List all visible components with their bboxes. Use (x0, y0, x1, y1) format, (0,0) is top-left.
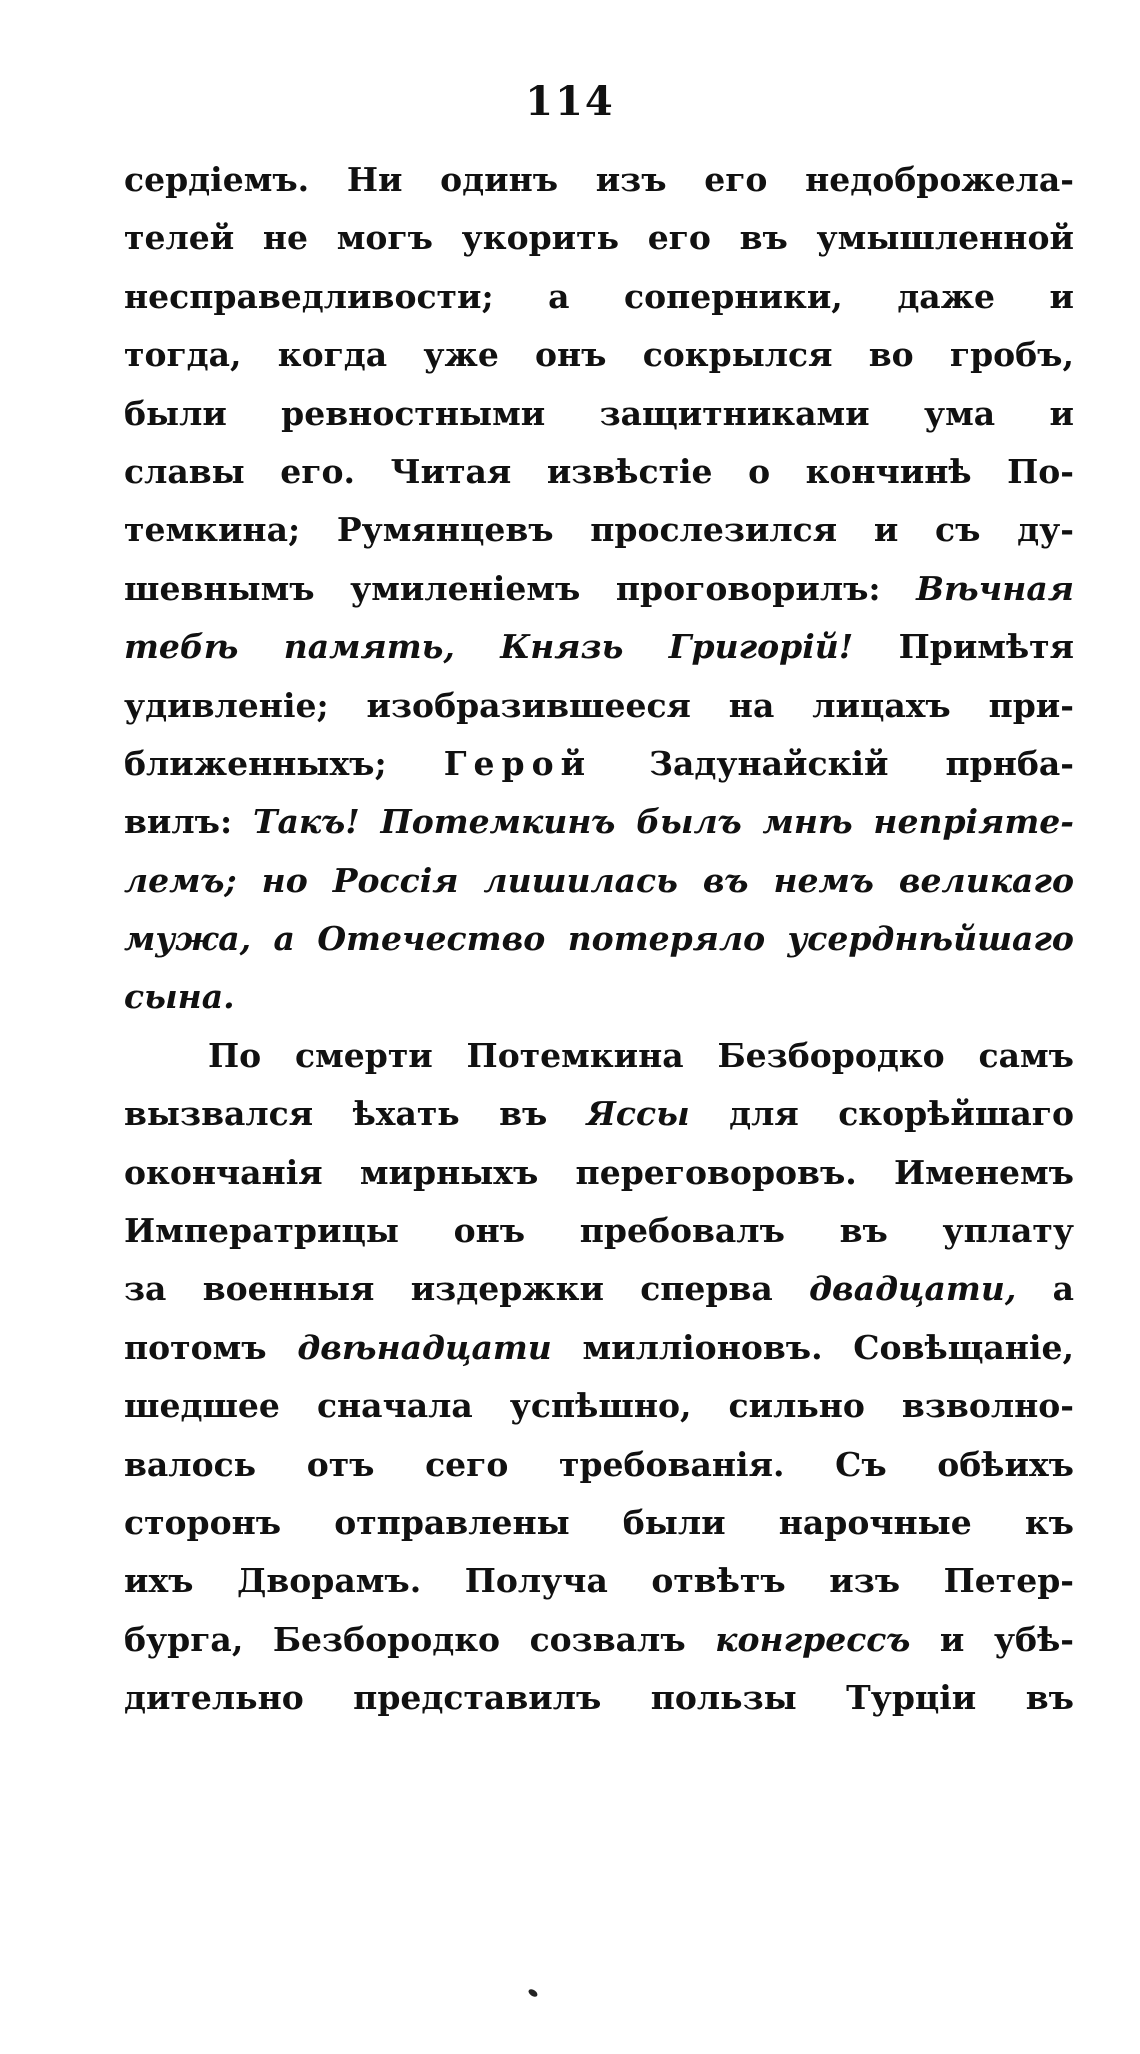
word: умышленной (816, 218, 1074, 258)
text-line (124, 277, 1074, 335)
word: усерднѣйшаго (787, 919, 1074, 959)
word: убѣ- (993, 1619, 1074, 1659)
word: успѣшно, (509, 1386, 692, 1426)
word: Турціи (846, 1678, 977, 1718)
word: прослезился (590, 510, 838, 550)
text-line (124, 919, 1074, 977)
word: лемъ; (124, 860, 237, 900)
word: двадцати, (809, 1269, 1017, 1309)
word: Князь (500, 627, 624, 667)
text-line (124, 1386, 1074, 1444)
word: одинъ (440, 160, 559, 199)
word: въ (1025, 1678, 1074, 1718)
word: и (1049, 276, 1074, 316)
ink-speck (527, 1988, 539, 1999)
word: кончинѣ (805, 451, 972, 491)
word: Герой (443, 743, 593, 783)
word: въ (739, 218, 788, 258)
word: когда (277, 335, 388, 375)
word: отъ (306, 1444, 375, 1484)
word: сокрылся (642, 335, 833, 375)
word: уже (423, 335, 499, 375)
word: удивленіе; (124, 685, 329, 725)
word: Россія (332, 860, 459, 900)
word: и (1049, 393, 1074, 433)
word: Отечество (317, 919, 546, 959)
word: смерти (294, 1035, 433, 1075)
word: славы (124, 451, 245, 491)
word: ду- (1017, 510, 1074, 550)
word: военныя (202, 1269, 375, 1309)
word: непріяте- (873, 802, 1074, 842)
word: Совѣщаніе, (853, 1327, 1074, 1367)
word: сына. (124, 977, 235, 1017)
word: требованія. (559, 1444, 785, 1484)
word: Получа (464, 1561, 608, 1601)
word: окончанія (124, 1152, 323, 1192)
text-line (124, 510, 1074, 568)
word: Именемъ (894, 1152, 1074, 1192)
word: Задунайскій (649, 743, 889, 783)
text-line (124, 627, 1074, 685)
word: были (124, 393, 227, 433)
text-line (124, 1503, 1074, 1561)
word: дительно (124, 1678, 304, 1718)
word: его. (280, 451, 355, 491)
text-line (124, 1036, 1074, 1094)
word: телей (124, 218, 235, 258)
text-line (124, 1094, 1074, 1152)
word: во (868, 335, 914, 375)
text-line (124, 977, 1074, 1035)
word: могъ (336, 218, 433, 258)
text-line (124, 1445, 1074, 1503)
text-line (124, 218, 1074, 276)
word: пребовалъ (579, 1211, 785, 1251)
word: умиленіемъ (350, 568, 581, 608)
word: Григорій! (668, 627, 854, 667)
word: онъ (453, 1211, 526, 1251)
word: издержки (410, 1269, 604, 1309)
word: мужа, (124, 919, 252, 959)
word: Потемкинъ (380, 802, 616, 842)
word: вилъ: (124, 802, 233, 842)
word: Безбородко (272, 1619, 501, 1659)
word: Безбородко (717, 1035, 945, 1075)
word: лицахъ (812, 685, 951, 725)
word: Дворамъ. (236, 1561, 422, 1601)
word: ближенныхъ; (124, 743, 387, 783)
word: а (548, 276, 570, 316)
word: Яссы (586, 1094, 690, 1134)
word: и (873, 510, 899, 550)
word: потеряло (567, 919, 766, 959)
word: уплату (942, 1211, 1074, 1251)
word: вызвался (124, 1094, 314, 1134)
word: сторонъ (124, 1502, 282, 1542)
word: Вѣчная (916, 568, 1074, 608)
word: къ (1024, 1502, 1074, 1542)
word: о (748, 451, 771, 491)
word: сначала (316, 1386, 473, 1426)
word: не (262, 218, 309, 258)
text-line (124, 1620, 1074, 1678)
text-line (124, 1211, 1074, 1269)
text-line (124, 744, 1074, 802)
word: Примѣтя (898, 627, 1074, 667)
word: обѣихъ (937, 1444, 1074, 1484)
word: сего (425, 1444, 509, 1484)
word: изобразившееся (366, 685, 691, 725)
text-line (124, 802, 1074, 860)
text-line (124, 1153, 1074, 1211)
word: отправлены (334, 1502, 570, 1542)
word: пользы (650, 1678, 797, 1718)
word: при- (988, 685, 1074, 725)
text-line (124, 861, 1074, 919)
word: лишилась (483, 860, 678, 900)
word: Ни (346, 160, 403, 199)
text-line (124, 569, 1074, 627)
word: защитниками (599, 393, 870, 433)
text-line (124, 1328, 1074, 1386)
word: Румянцевъ (336, 510, 554, 550)
word: несправедливости; (124, 276, 494, 316)
word: соперники, (624, 276, 843, 316)
word: нарочные (778, 1502, 972, 1542)
word: шевнымъ (124, 568, 315, 608)
word: Петер- (943, 1561, 1074, 1601)
word: ума (923, 393, 996, 433)
word: потомъ (124, 1327, 267, 1367)
word: мирныхъ (359, 1152, 539, 1192)
word: а (1052, 1269, 1074, 1309)
word: его (704, 160, 768, 199)
word: въ (499, 1094, 548, 1134)
word: изъ (829, 1561, 901, 1601)
word: По (208, 1035, 262, 1075)
word: представилъ (353, 1678, 602, 1718)
word: съ (935, 510, 981, 550)
word: темкина; (124, 510, 301, 550)
word: взволно- (901, 1386, 1074, 1426)
page-number: 114 (525, 78, 615, 125)
word: тогда, (124, 335, 242, 375)
word: ихъ (124, 1561, 194, 1601)
word: Такъ! (252, 802, 360, 842)
word: двѣнадцати (297, 1327, 552, 1367)
word: былъ (636, 802, 742, 842)
word: Читая (390, 451, 512, 491)
word: онъ (535, 335, 607, 375)
word: сперва (640, 1269, 773, 1309)
word: изъ (595, 160, 667, 199)
word: созвалъ (529, 1619, 686, 1659)
text-line (124, 335, 1074, 393)
word: сердіемъ. (124, 160, 310, 199)
word: скорѣйшаго (838, 1094, 1074, 1134)
word: сильно (728, 1386, 865, 1426)
text-line (124, 394, 1074, 452)
text-line (124, 686, 1074, 744)
word: память, (283, 627, 455, 667)
word: даже (897, 276, 996, 316)
word: самъ (978, 1035, 1074, 1075)
word: немъ (773, 860, 874, 900)
text-line (124, 452, 1074, 510)
word: въ (839, 1211, 888, 1251)
word: его (647, 218, 711, 258)
word: гробъ, (949, 335, 1074, 375)
body-text (124, 160, 1074, 1737)
word: извѣстіе (546, 451, 713, 491)
word: конгрессъ (715, 1619, 911, 1659)
word: ревностными (281, 393, 546, 433)
text-line (124, 160, 1074, 218)
word: недоброжела- (805, 160, 1074, 199)
word: валось (124, 1444, 257, 1484)
word: Потемкина (466, 1035, 684, 1075)
word: великаго (898, 860, 1074, 900)
word: переговоровъ. (575, 1152, 857, 1192)
word: отвѣтъ (651, 1561, 786, 1601)
word: Императрицы (124, 1211, 399, 1251)
text-line (124, 1678, 1074, 1736)
word: тебѣ (124, 627, 239, 667)
word: проговорилъ: (615, 568, 881, 608)
word: были (622, 1502, 726, 1542)
word: шедшее (124, 1386, 280, 1426)
word: за (124, 1269, 167, 1309)
word: а (273, 919, 295, 959)
text-line (124, 1269, 1074, 1327)
text-line (124, 1561, 1074, 1619)
word: но (261, 860, 308, 900)
word: По- (1007, 451, 1074, 491)
word: прнба- (945, 743, 1074, 783)
word: на (728, 685, 775, 725)
word: мнѣ (762, 802, 853, 842)
word: и (939, 1619, 965, 1659)
word: ѣхать (352, 1094, 460, 1134)
word: въ (702, 860, 749, 900)
word: милліоновъ. (582, 1327, 823, 1367)
word: для (729, 1094, 799, 1134)
word: Съ (835, 1444, 887, 1484)
word: укорить (461, 218, 619, 258)
word: бурга, (124, 1619, 244, 1659)
